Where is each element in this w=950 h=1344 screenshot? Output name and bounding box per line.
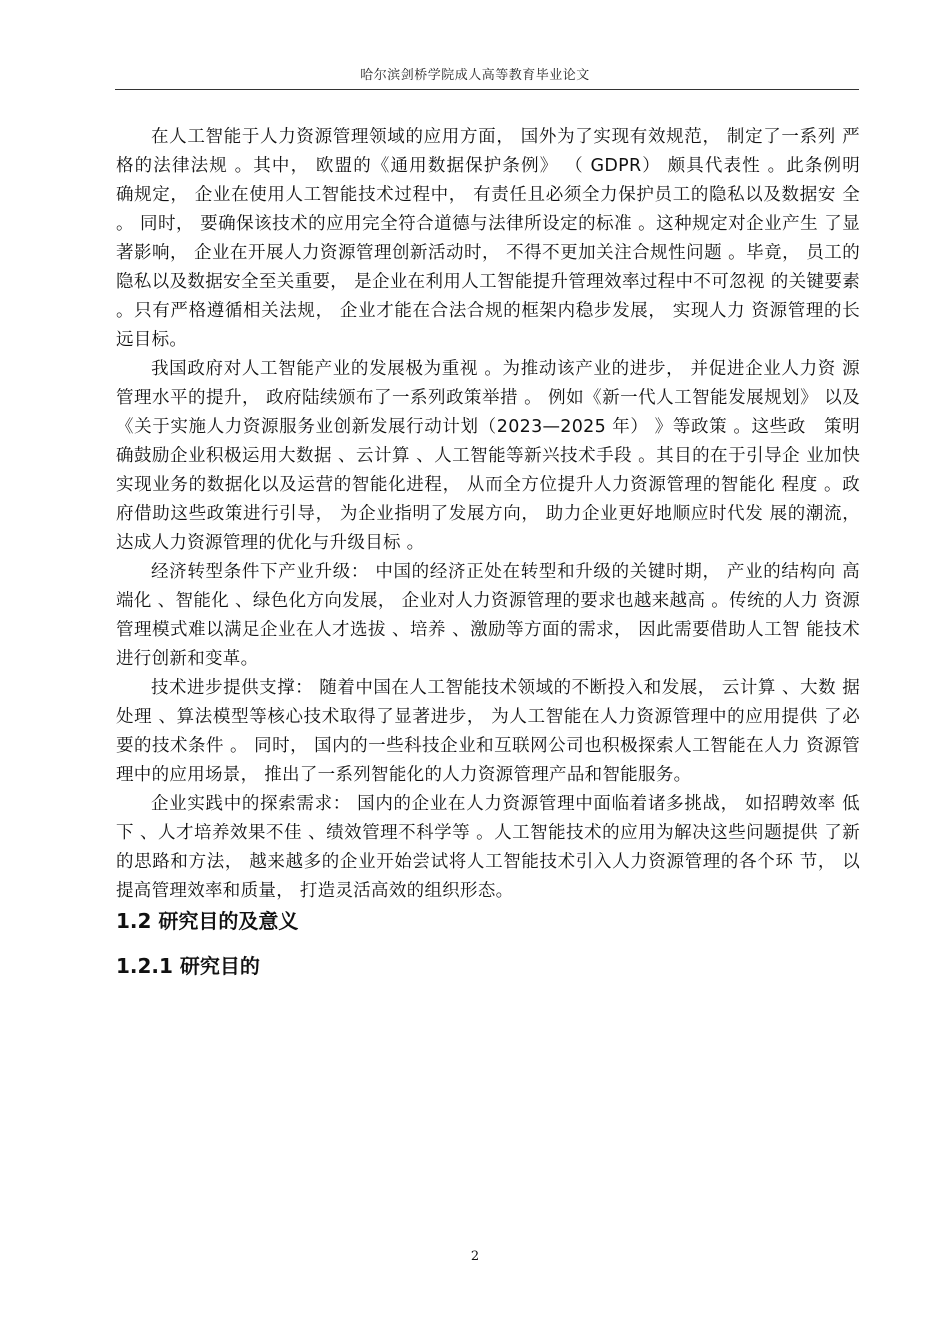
paragraph-international-regulation: 在人工智能于人力资源管理领域的应用方面， 国外为了实现有效规范， 制定了一系列 严格的法律法规 。其中， 欧盟的《通用数据保护条例》 （ GDPR） 颇具代表性 。此条例明 确规定， 企业在使用人工智能技术过程中， 有责任且必须全力保护员工的隐私以及数据安 全 。 同时， 要确保该技术的应用完全符合道德与法律所设定的标准 。这种规定对企业产生 了显著影响， 企业在开展人力资源管理创新活动时， 不得不更加关注合规性问题 。毕竟， 员工的隐私以及数据安全至关重要， 是企业在利用人工智能提升管理效率过程中不可忽视 的关键要素 。只有严格遵循相关法规， 企业才能在合法合规的框架内稳步发展， 实现人力 资源管理的长远目标。 xyxy=(116,127,878,350)
header-divider xyxy=(115,89,859,90)
page-header-title: 哈尔滨剑桥学院成人高等教育毕业论文 xyxy=(360,68,590,83)
page-number: 2 xyxy=(470,1249,480,1264)
paragraph-economic-transformation: 经济转型条件下产业升级： 中国的经济正处在转型和升级的关键时期， 产业的结构向 高端化 、智能化 、绿色化方向发展， 企业对人力资源管理的要求也越来越高 。传统的人力 资源管理模式难以满足企业在人才选拔 、培养 、激励等方面的需求， 因此需要借助人工智 能技术进行创新和变革。 xyxy=(116,562,860,669)
body-text xyxy=(116,123,878,906)
paragraph-enterprise-demand: 企业实践中的探索需求： 国内的企业在人力资源管理中面临着诸多挑战， 如招聘效率 低下 、人才培养效果不佳 、绩效管理不科学等 。人工智能技术的应用为解决这些问题提供 了新的思路和方法， 越来越多的企业开始尝试将人工智能技术引入人力资源管理的各个环 节， 以提高管理效率和质量， 打造灵活高效的组织形态。 xyxy=(116,794,860,901)
paragraph-domestic-policy: 我国政府对人工智能产业的发展极为重视 。为推动该产业的进步， 并促进企业人力资 源管理水平的提升， 政府陆续颁布了一系列政策举措 。 例如《新一代人工智能发展规划》 以及《关于实施人力资源服务业创新发展行动计划（2023—2025 年） 》等政策 。这些政 策明确鼓励企业积极运用大数据 、云计算 、人工智能等新兴技术手段 。其目的在于引导企 业加快实现业务的数据化以及运营的智能化进程， 从而全方位提升人力资源管理的智能化 程度 。政府借助这些政策进行引导， 为企业指明了发展方向， 助力企业更好地顺应时代发 展的潮流， 达成人力资源管理的优化与升级目标 。 xyxy=(116,359,860,553)
paragraph-technology-support: 技术进步提供支撑： 随着中国在人工智能技术领域的不断投入和发展， 云计算 、大数 据处理 、算法模型等核心技术取得了显著进步， 为人工智能在人力资源管理中的应用提供 了必要的技术条件 。 同时， 国内的一些科技企业和互联网公司也积极探索人工智能在人力 资源管理中的应用场景， 推出了一系列智能化的人力资源管理产品和智能服务。 xyxy=(116,678,860,785)
section-heading-1-2: 1.2 研究目的及意义 xyxy=(116,909,299,933)
subsection-heading-1-2-1: 1.2.1 研究目的 xyxy=(116,954,260,978)
